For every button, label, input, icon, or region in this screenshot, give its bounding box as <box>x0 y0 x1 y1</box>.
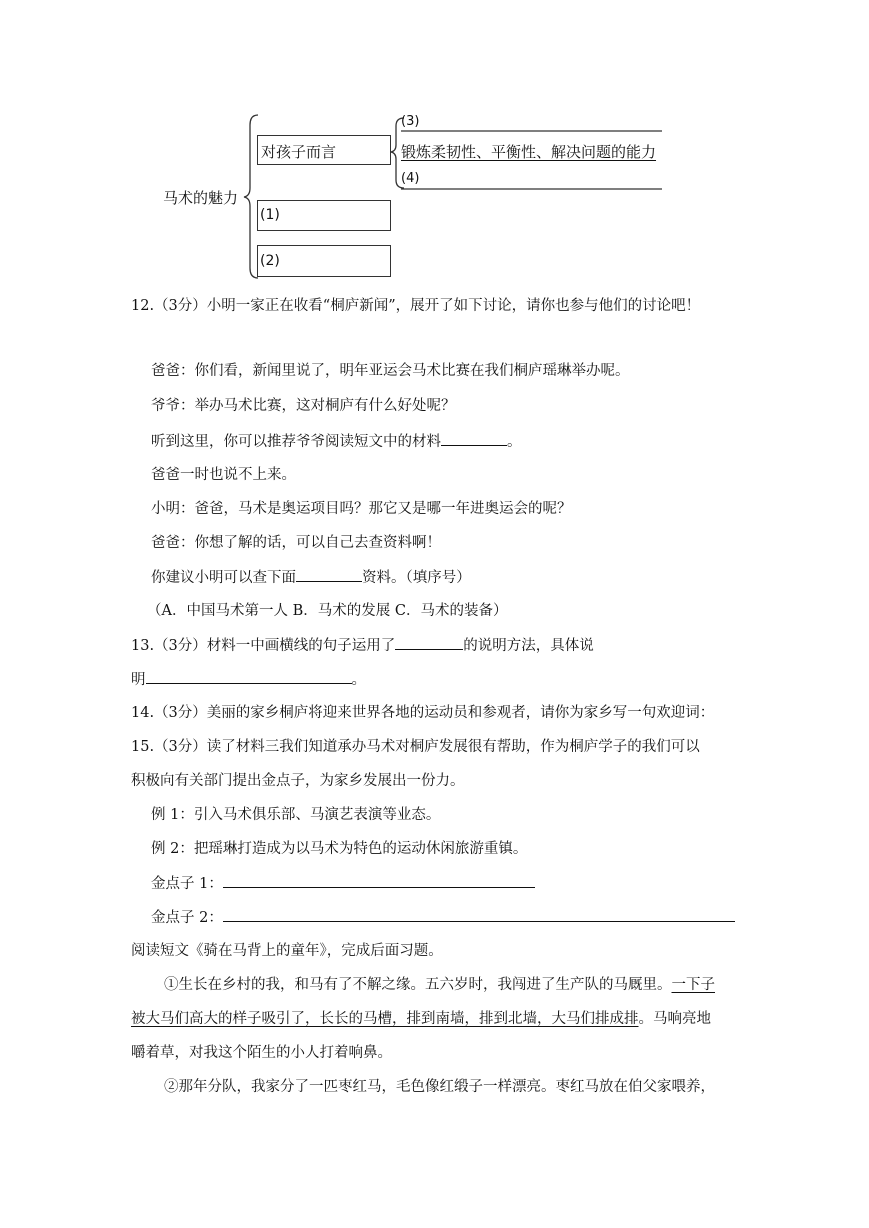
q15-example-1: 例 1：引入马术俱乐部、马演艺表演等业态。 <box>151 807 441 823</box>
answer-box-1-label: (1) <box>260 207 280 223</box>
q15-golden-1 <box>151 873 535 894</box>
q15-golden-1-label: 金点子 1： <box>151 876 223 892</box>
charm-diagram <box>0 0 869 290</box>
q12-dialog-4: 爸爸一时也说不上来。 <box>151 467 296 483</box>
q12-blank-resource[interactable] <box>296 567 362 582</box>
q13-blank-explain[interactable] <box>146 669 352 684</box>
q12-options: （A．中国马术第一人 B．马术的发展 C．马术的装备） <box>147 603 508 619</box>
reading-p1-text-a: ①生长在乡村的我，和马有了不解之缘。五六岁时，我闯进了生产队的马厩里。 <box>164 977 672 993</box>
answer-box-1[interactable] <box>257 200 391 231</box>
box-children-label: 对孩子而言 <box>261 143 337 161</box>
reading-p1-underlined-a: 一下子 <box>671 977 715 993</box>
q13-line-1 <box>131 635 594 656</box>
reading-p1-underlined-b: 被大马们高大的样子吸引了，长长的马槽，排到南墙，排到北墙，大马们排成排 <box>131 1011 639 1027</box>
q15-golden-2-label: 金点子 2： <box>151 910 223 926</box>
q12-dialog-3-text: 听到这里，你可以推荐爷爷阅读短文中的材料 <box>151 434 441 450</box>
q12-dialog-3 <box>151 431 522 452</box>
reading-p1-text-d: 。马响亮地 <box>638 1011 711 1027</box>
diagram-root: 马术的魅力 <box>163 189 239 207</box>
q12-dialog-1: 爸爸：你们看，新闻里说了，明年亚运会马术比赛在我们桐庐瑶琳举办呢。 <box>151 363 630 379</box>
q15-golden-2-blank[interactable] <box>223 907 735 922</box>
q12-dialog-5: 小明：爸爸，马术是奥运项目吗？那它又是哪一年进奥运会的呢？ <box>151 501 572 517</box>
box-children <box>257 135 391 165</box>
q13-text-d: 。 <box>351 672 366 688</box>
item-middle-text: 锻炼柔韧性、平衡性、解决问题的能力 <box>401 143 657 161</box>
q12-dialog-7-text: 你建议小明可以查下面 <box>151 570 296 586</box>
reading-p1-line-1 <box>164 975 715 995</box>
q12-blank-material[interactable] <box>441 431 507 446</box>
reading-p1-line-3: 嚼着草，对我这个陌生的小人打着响鼻。 <box>131 1045 392 1061</box>
q12-dialog-7 <box>151 567 471 588</box>
item-4-label: (4) <box>401 171 420 186</box>
item-3-label: (3) <box>401 114 420 129</box>
q12-dialog-2: 爷爷：举办马术比赛，这对桐庐有什么好处呢？ <box>151 398 456 414</box>
answer-box-2[interactable] <box>257 245 391 277</box>
reading-p1-line-2 <box>131 1009 711 1029</box>
q15-line-1: 15.（3分）读了材料三我们知道承办马术对桐庐发展很有帮助，作为桐庐学子的我们可以 <box>131 739 700 755</box>
q13-blank-method[interactable] <box>395 635 463 650</box>
q12-dialog-7-end: 资料。（填序号） <box>362 570 471 586</box>
q12-dialog-6: 爸爸：你想了解的话，可以自己去查资料啊！ <box>151 535 441 551</box>
q13-text-c: 明 <box>131 672 146 688</box>
q15-line-2: 积极向有关部门提出金点子，为家乡发展出一份力。 <box>131 773 465 789</box>
q15-golden-2 <box>151 907 735 928</box>
q15-golden-1-blank[interactable] <box>223 873 535 888</box>
q14-stem: 14.（3分）美丽的家乡桐庐将迎来世界各地的运动员和参观者，请你为家乡写一句欢迎词： <box>131 705 715 721</box>
q12-stem: 12.（3分）小明一家正在收看“桐庐新闻”，展开了如下讨论，请你也参与他们的讨论吧！ <box>131 298 701 314</box>
q12-dialog-3-end: 。 <box>507 434 522 450</box>
q13-text-b: 的说明方法，具体说 <box>463 638 594 654</box>
q15-example-2: 例 2：把瑶琳打造成为以马术为特色的运动休闲旅游重镇。 <box>151 841 528 857</box>
answer-box-2-label: (2) <box>260 253 280 269</box>
q13-line-2 <box>131 669 366 690</box>
main-brace <box>244 115 258 278</box>
reading-p2-line-1: ②那年分队，我家分了一匹枣红马，毛色像红缎子一样漂亮。枣红马放在伯父家喂养， <box>164 1079 715 1095</box>
reading-intro: 阅读短文《骑在马背上的童年》，完成后面习题。 <box>131 943 443 959</box>
q13-text-a: 13.（3分）材料一中画横线的句子运用了 <box>131 638 396 654</box>
